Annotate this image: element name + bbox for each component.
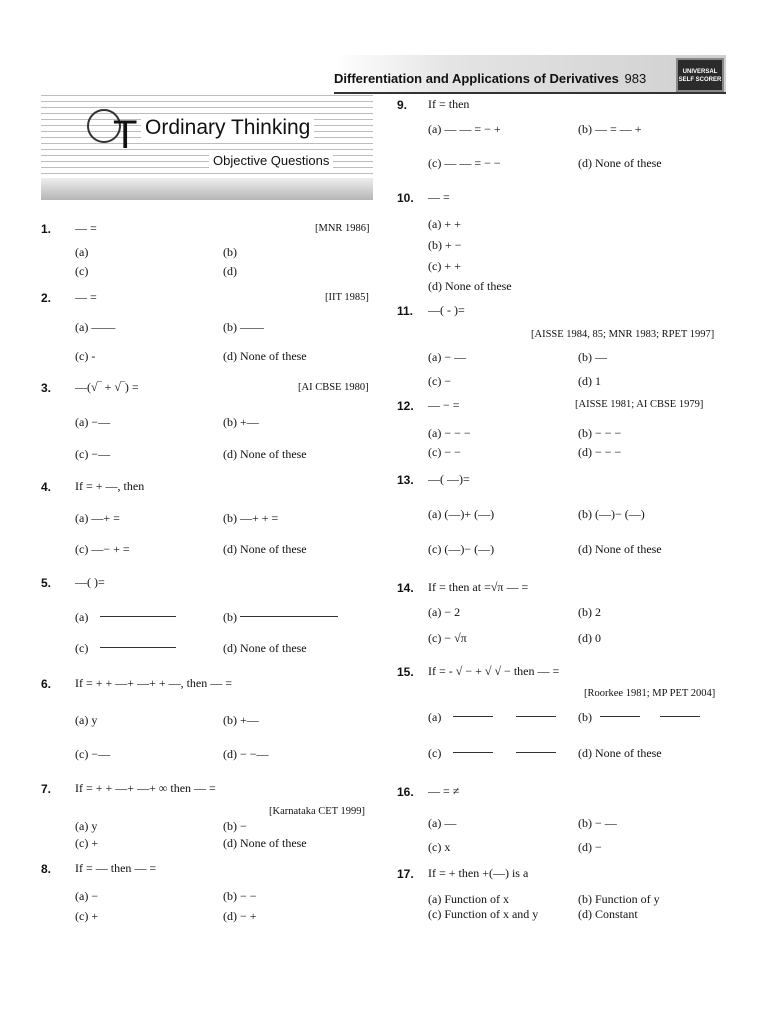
option-c: (c) — — = − −: [428, 156, 501, 170]
option-a: (a) — — = − +: [428, 122, 501, 136]
question-stem: If = + + —+ —+ + —, then — =: [75, 676, 233, 690]
option-a: (a) ——: [75, 320, 116, 334]
option-d: (d) None of these: [578, 746, 662, 760]
section-banner: [41, 95, 373, 203]
question-number: 16.: [397, 785, 414, 799]
option-a: (a) —+ =: [75, 511, 120, 525]
option-c: (c) − √π: [428, 631, 467, 645]
option-d: (d) None of these: [223, 447, 307, 461]
option-d: (d) − +: [223, 909, 257, 923]
option-a: (a) y: [75, 713, 98, 727]
question-number: 6.: [41, 677, 52, 691]
option-b: (b): [578, 710, 592, 724]
option-b: (b): [223, 245, 237, 259]
option-c: (c) + +: [428, 259, 461, 273]
question-stem: If = then: [428, 97, 470, 111]
fraction-bar: [453, 752, 493, 753]
question-stem: If = + then +(—) is a: [428, 866, 529, 880]
question-reference: [Roorkee 1981; MP PET 2004]: [584, 688, 716, 699]
banner-bar: [41, 178, 373, 200]
option-b: (b) +—: [223, 415, 259, 429]
option-a: (a) (—)+ (—): [428, 507, 495, 521]
fraction-bar: [600, 716, 640, 717]
option-d: (d) None of these: [223, 542, 307, 556]
option-c: (c) —− + =: [75, 542, 130, 556]
question-stem: —( —)=: [428, 472, 470, 486]
option-b: (b) ——: [223, 320, 264, 334]
option-d: (d) None of these: [223, 641, 307, 655]
fraction-bar: [100, 616, 176, 617]
option-a: (a) Function of x: [428, 892, 509, 906]
question-number: 8.: [41, 862, 52, 876]
option-b: (b) + −: [428, 238, 462, 252]
option-d: (d) Constant: [578, 907, 638, 921]
question-stem: — =: [75, 221, 97, 235]
option-c: (c): [75, 641, 89, 655]
question-number: 7.: [41, 782, 52, 796]
question-stem: — − =: [428, 398, 460, 412]
banner-subtitle: Objective Questions: [209, 153, 333, 168]
option-c: (c) −: [428, 374, 452, 388]
question-number: 1.: [41, 222, 52, 236]
fraction-bar: [516, 716, 556, 717]
option-b: (b) —+ + =: [223, 511, 279, 525]
option-b: (b) —: [578, 350, 607, 364]
option-c: (c): [428, 746, 442, 760]
option-a: (a): [428, 710, 442, 724]
option-d: (d) −: [578, 840, 602, 854]
option-d: (d) None of these: [578, 542, 662, 556]
option-b: (b) — = — +: [578, 122, 642, 136]
question-reference: [MNR 1986]: [315, 223, 370, 234]
banner-title: Ordinary Thinking: [141, 116, 314, 140]
chapter-title: Differentiation and Applications of Derivatives: [334, 71, 619, 86]
option-c: (c) (—)− (—): [428, 542, 495, 556]
option-b: (b) (—)− (—): [578, 507, 645, 521]
option-a: (a) —: [428, 816, 457, 830]
option-c: (c) −—: [75, 747, 111, 761]
question-stem: If = + —, then: [75, 479, 145, 493]
publisher-logo: UNIVERSAL SELF SCORER: [676, 58, 724, 92]
question-stem: — = ≠: [428, 784, 460, 798]
question-number: 13.: [397, 473, 414, 487]
question-number: 10.: [397, 191, 414, 205]
question-stem: If = then at =√π — =: [428, 580, 529, 594]
question-stem: —( )=: [75, 575, 105, 589]
option-d: (d) 0: [578, 631, 601, 645]
option-d: (d) − −—: [223, 747, 269, 761]
running-header: [334, 71, 646, 86]
question-number: 4.: [41, 480, 52, 494]
question-stem: — =: [428, 190, 450, 204]
fraction-bar: [453, 716, 493, 717]
question-number: 5.: [41, 576, 52, 590]
question-reference: [AISSE 1981; AI CBSE 1979]: [575, 399, 704, 410]
fraction-bar: [516, 752, 556, 753]
option-c: (c) −—: [75, 447, 111, 461]
option-d: (d) None of these: [223, 349, 307, 363]
option-b: (b) − —: [578, 816, 617, 830]
option-a: (a) y: [75, 819, 98, 833]
question-stem: If = + + —+ —+ ∞ then — =: [75, 781, 216, 795]
question-reference: [Karnataka CET 1999]: [269, 806, 366, 817]
option-a: (a) − —: [428, 350, 467, 364]
banner-t-letter: T: [113, 113, 138, 157]
question-number: 3.: [41, 381, 52, 395]
option-d: (d) None of these: [223, 836, 307, 850]
option-d: (d): [223, 264, 237, 278]
fraction-bar: [240, 616, 338, 617]
option-c: (c) x: [428, 840, 451, 854]
question-number: 2.: [41, 291, 52, 305]
option-b: (b) Function of y: [578, 892, 660, 906]
option-c: (c) +: [75, 909, 99, 923]
option-d: (d) None of these: [428, 279, 512, 293]
option-a: (a) − − −: [428, 426, 471, 440]
question-number: 12.: [397, 399, 414, 413]
question-stem: — =: [75, 290, 97, 304]
question-reference: [IIT 1985]: [325, 292, 369, 303]
option-b: (b): [223, 610, 237, 624]
option-a: (a): [75, 610, 89, 624]
header-rule: [334, 92, 726, 94]
option-a: (a) + +: [428, 217, 461, 231]
option-b: (b) −: [223, 819, 247, 833]
option-b: (b) +—: [223, 713, 259, 727]
option-d: (d) − − −: [578, 445, 622, 459]
option-a: (a) −—: [75, 415, 111, 429]
option-c: (c) Function of x and y: [428, 907, 539, 921]
question-stem: If = — then — =: [75, 861, 157, 875]
option-b: (b) 2: [578, 605, 601, 619]
option-c: (c) +: [75, 836, 99, 850]
question-number: 17.: [397, 867, 414, 881]
option-a: (a): [75, 245, 89, 259]
fraction-bar: [660, 716, 700, 717]
option-b: (b) − −: [223, 889, 257, 903]
page-number: 983: [624, 71, 647, 86]
question-reference: [AISSE 1984, 85; MNR 1983; RPET 1997]: [531, 329, 715, 340]
question-stem: —(√‾ + √‾) =: [75, 380, 139, 394]
option-d: (d) None of these: [578, 156, 662, 170]
question-number: 11.: [397, 304, 414, 318]
question-number: 14.: [397, 581, 414, 595]
option-c: (c) − −: [428, 445, 461, 459]
question-number: 9.: [397, 98, 408, 112]
question-number: 15.: [397, 665, 414, 679]
option-a: (a) − 2: [428, 605, 461, 619]
option-c: (c): [75, 264, 89, 278]
fraction-bar: [100, 647, 176, 648]
question-stem: If = - √ − + √ √ − then — =: [428, 664, 560, 678]
option-a: (a) −: [75, 889, 99, 903]
question-reference: [AI CBSE 1980]: [298, 382, 369, 393]
question-stem: —( - )=: [428, 303, 465, 317]
option-c: (c) -: [75, 349, 96, 363]
option-d: (d) 1: [578, 374, 601, 388]
option-b: (b) − − −: [578, 426, 622, 440]
